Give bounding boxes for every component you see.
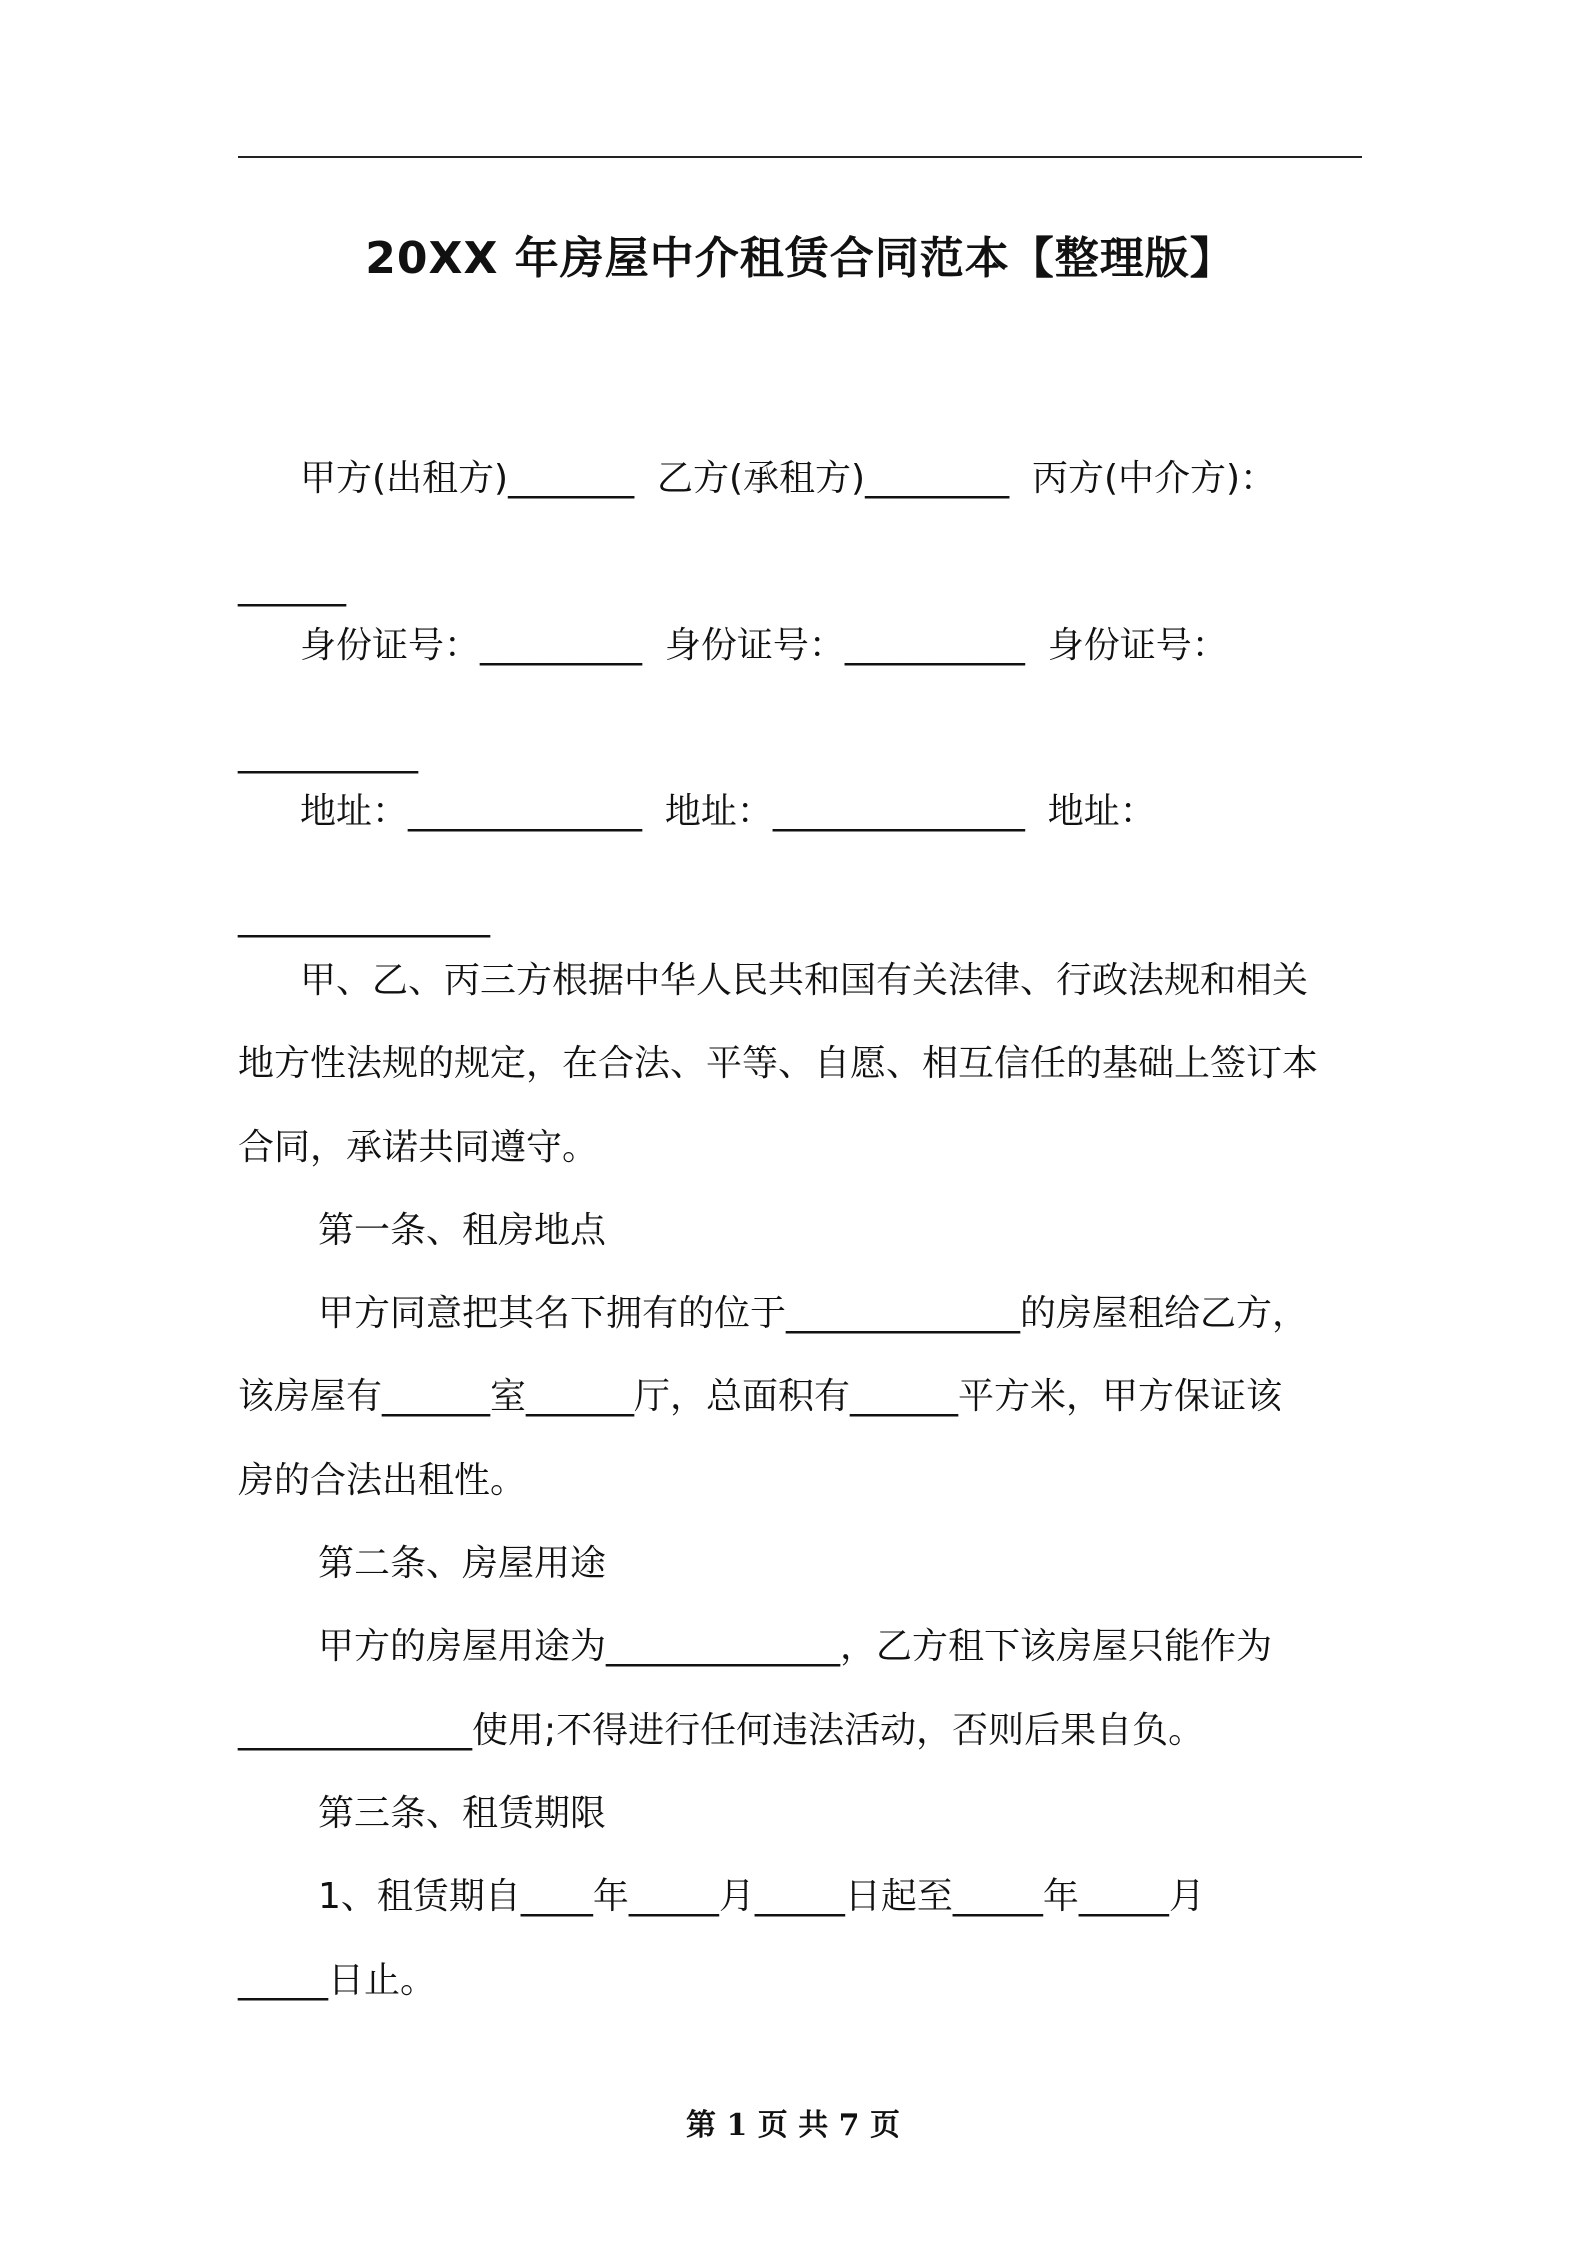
page-number: 第 1 页 共 7 页	[686, 2108, 900, 2143]
article-1-line-3: 房的合法出租性。	[238, 1460, 527, 1501]
article-2-line-1: 甲方的房屋用途为_____________，乙方租下该房屋只能作为	[318, 1626, 1273, 1667]
article-1-line-2: 该房屋有______室______厅，总面积有______平方米，甲方保证该	[238, 1376, 1283, 1417]
header-rule	[238, 156, 1362, 158]
article-1-heading: 第一条、租房地点	[318, 1210, 607, 1251]
id-number-line: 身份证号：_________ 身份证号：__________ 身份证号：	[300, 625, 1228, 666]
document-title: 20XX 年房屋中介租赁合同范本【整理版】	[365, 233, 1235, 284]
article-1-line-1: 甲方同意把其名下拥有的位于_____________的房屋租给乙方，	[318, 1293, 1309, 1334]
preamble-line-1: 甲、乙、丙三方根据中华人民共和国有关法律、行政法规和相关	[300, 960, 1309, 1001]
preamble-line-3: 合同，承诺共同遵守。	[238, 1127, 599, 1168]
article-3-heading: 第三条、租赁期限	[318, 1793, 607, 1834]
article-3-line-1: 1、租赁期自____年_____月_____日起至_____年_____月	[318, 1876, 1205, 1917]
preamble-line-2: 地方性法规的规定，在合法、平等、自愿、相互信任的基础上签订本	[238, 1043, 1319, 1084]
article-2-heading: 第二条、房屋用途	[318, 1543, 607, 1584]
id-number-line-cont: __________	[238, 733, 418, 774]
address-line: 地址：_____________ 地址：______________ 地址：	[300, 791, 1156, 832]
party-names-line: 甲方(出租方)_______ 乙方(承租方)________ 丙方(中介方)：	[300, 458, 1277, 499]
article-2-line-2: _____________使用;不得进行任何违法活动，否则后果自负。	[238, 1710, 1205, 1751]
address-line-cont: ______________	[238, 897, 490, 938]
party-names-line-cont: ______	[238, 566, 346, 607]
article-3-line-2: _____日止。	[238, 1960, 437, 2001]
